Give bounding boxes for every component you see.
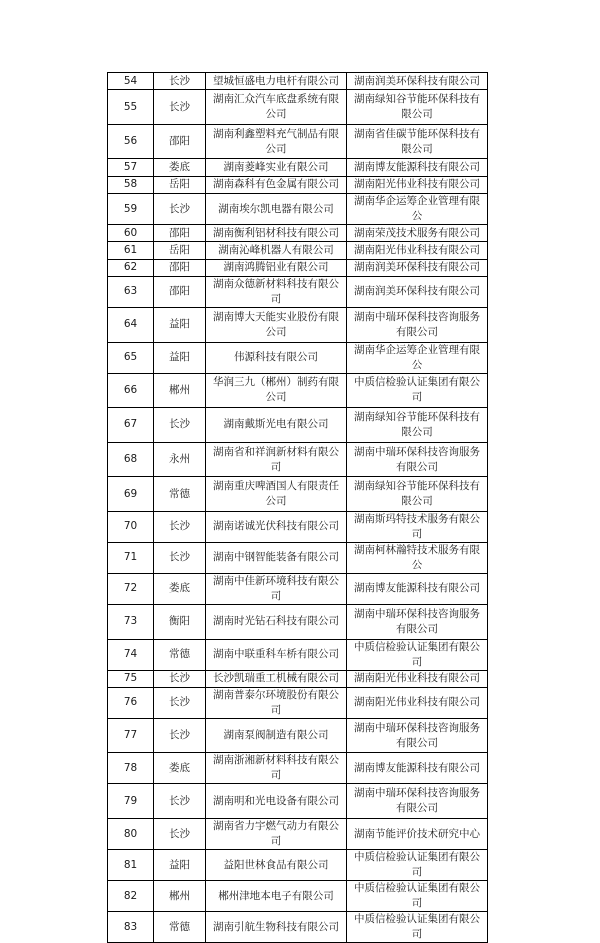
company-cell: 郴州津地本电子有限公司 (206, 881, 347, 912)
table-row (108, 670, 488, 687)
agency-cell: 湖南斯玛特技术服务有限公司 (347, 511, 488, 542)
company-cell: 湖南衡利铝材科技有限公司 (206, 225, 347, 242)
row-number-cell: 61 (108, 242, 154, 259)
row-number-cell: 80 (108, 819, 154, 850)
company-cell: 湖南中佳新环境科技有限公司 (206, 573, 347, 604)
city-cell: 常德 (154, 912, 206, 943)
row-number-cell: 62 (108, 259, 154, 276)
agency-cell: 湖南中瑞环保科技咨询服务有限公司 (347, 784, 488, 819)
city-cell: 娄底 (154, 573, 206, 604)
agency-cell: 湖南中瑞环保科技咨询服务有限公司 (347, 604, 488, 639)
company-cell: 湖南明和光电设备有限公司 (206, 784, 347, 819)
table-row (108, 753, 488, 784)
city-cell: 娄底 (154, 753, 206, 784)
row-number-cell: 75 (108, 670, 154, 687)
row-number-cell: 76 (108, 687, 154, 718)
table-row (108, 159, 488, 176)
table-row (108, 881, 488, 912)
city-cell: 郴州 (154, 373, 206, 408)
row-number-cell: 68 (108, 442, 154, 477)
company-cell: 伟源科技有限公司 (206, 342, 347, 373)
company-cell: 湖南重庆啤酒国人有限责任公司 (206, 477, 347, 512)
row-number-cell: 77 (108, 718, 154, 753)
row-number-cell: 58 (108, 176, 154, 193)
company-cell: 湖南省和祥润新材料有限公司 (206, 442, 347, 477)
table-row (108, 408, 488, 443)
city-cell: 长沙 (154, 718, 206, 753)
row-number-cell: 82 (108, 881, 154, 912)
table-row (108, 276, 488, 307)
agency-cell: 湖南阳光伟业科技有限公司 (347, 242, 488, 259)
row-number-cell: 74 (108, 639, 154, 670)
agency-cell: 湖南节能评价技术研究中心 (347, 819, 488, 850)
table-row (108, 442, 488, 477)
company-cell: 湖南引航生物科技有限公司 (206, 912, 347, 943)
enterprise-table (107, 72, 488, 943)
table-row (108, 819, 488, 850)
city-cell: 长沙 (154, 819, 206, 850)
row-number-cell: 78 (108, 753, 154, 784)
agency-cell: 湖南博友能源科技有限公司 (347, 159, 488, 176)
table-row (108, 307, 488, 342)
company-cell: 湖南普泰尔环境股份有限公司 (206, 687, 347, 718)
company-cell: 湖南博大天能实业股份有限公司 (206, 307, 347, 342)
agency-cell: 湖南中瑞环保科技咨询服务有限公司 (347, 307, 488, 342)
row-number-cell: 56 (108, 124, 154, 159)
city-cell: 邵阳 (154, 124, 206, 159)
table-row (108, 225, 488, 242)
row-number-cell: 57 (108, 159, 154, 176)
agency-cell: 湖南润美环保科技有限公司 (347, 276, 488, 307)
table-row (108, 639, 488, 670)
table-row (108, 90, 488, 125)
table-row (108, 259, 488, 276)
row-number-cell: 60 (108, 225, 154, 242)
row-number-cell: 81 (108, 850, 154, 881)
city-cell: 岳阳 (154, 242, 206, 259)
company-cell: 湖南森科有色金属有限公司 (206, 176, 347, 193)
agency-cell: 中质信检验认证集团有限公司 (347, 912, 488, 943)
city-cell: 长沙 (154, 194, 206, 225)
table-row (108, 194, 488, 225)
company-cell: 湖南中联重科车桥有限公司 (206, 639, 347, 670)
company-cell: 湖南沁峰机器人有限公司 (206, 242, 347, 259)
table-row (108, 124, 488, 159)
city-cell: 岳阳 (154, 176, 206, 193)
agency-cell: 湖南博友能源科技有限公司 (347, 573, 488, 604)
agency-cell: 湖南绿知谷节能环保科技有限公司 (347, 90, 488, 125)
table-row (108, 912, 488, 943)
city-cell: 益阳 (154, 307, 206, 342)
agency-cell: 湖南中瑞环保科技咨询服务有限公司 (347, 718, 488, 753)
agency-cell: 湖南润美环保科技有限公司 (347, 73, 488, 90)
agency-cell: 湖南博友能源科技有限公司 (347, 753, 488, 784)
city-cell: 娄底 (154, 159, 206, 176)
company-cell: 湖南众德新材料科技有限公司 (206, 276, 347, 307)
company-cell: 湖南汇众汽车底盘系统有限公司 (206, 90, 347, 125)
row-number-cell: 67 (108, 408, 154, 443)
row-number-cell: 55 (108, 90, 154, 125)
agency-cell: 湖南阳光伟业科技有限公司 (347, 176, 488, 193)
agency-cell: 湖南华企运筹企业管理有限公 (347, 342, 488, 373)
table-body (108, 73, 488, 943)
company-cell: 湖南诺诚光伏科技有限公司 (206, 511, 347, 542)
row-number-cell: 69 (108, 477, 154, 512)
row-number-cell: 79 (108, 784, 154, 819)
row-number-cell: 59 (108, 194, 154, 225)
company-cell: 望城恒盛电力电杆有限公司 (206, 73, 347, 90)
agency-cell: 湖南省佳碳节能环保科技有限公司 (347, 124, 488, 159)
row-number-cell: 54 (108, 73, 154, 90)
city-cell: 益阳 (154, 342, 206, 373)
table-row (108, 511, 488, 542)
city-cell: 永州 (154, 442, 206, 477)
company-cell: 湖南时光钻石科技有限公司 (206, 604, 347, 639)
table-row (108, 604, 488, 639)
agency-cell: 湖南绿知谷节能环保科技有限公司 (347, 408, 488, 443)
company-cell: 湖南泵阀制造有限公司 (206, 718, 347, 753)
table-row (108, 573, 488, 604)
company-cell: 湖南埃尔凯电器有限公司 (206, 194, 347, 225)
company-cell: 华润三九（郴州）制药有限公司 (206, 373, 347, 408)
city-cell: 长沙 (154, 73, 206, 90)
company-cell: 湖南戴斯光电有限公司 (206, 408, 347, 443)
table-row (108, 784, 488, 819)
company-cell: 长沙凯瑞重工机械有限公司 (206, 670, 347, 687)
table-row (108, 542, 488, 573)
city-cell: 长沙 (154, 784, 206, 819)
city-cell: 长沙 (154, 670, 206, 687)
row-number-cell: 71 (108, 542, 154, 573)
company-cell: 湖南省力宇燃气动力有限公司 (206, 819, 347, 850)
city-cell: 长沙 (154, 687, 206, 718)
city-cell: 常德 (154, 477, 206, 512)
city-cell: 常德 (154, 639, 206, 670)
agency-cell: 湖南阳光伟业科技有限公司 (347, 670, 488, 687)
table-row (108, 477, 488, 512)
row-number-cell: 63 (108, 276, 154, 307)
city-cell: 长沙 (154, 90, 206, 125)
row-number-cell: 73 (108, 604, 154, 639)
agency-cell: 湖南中瑞环保科技咨询服务有限公司 (347, 442, 488, 477)
row-number-cell: 72 (108, 573, 154, 604)
row-number-cell: 65 (108, 342, 154, 373)
agency-cell: 湖南荣茂技术服务有限公司 (347, 225, 488, 242)
row-number-cell: 70 (108, 511, 154, 542)
city-cell: 郴州 (154, 881, 206, 912)
table-row (108, 850, 488, 881)
city-cell: 长沙 (154, 408, 206, 443)
city-cell: 长沙 (154, 511, 206, 542)
company-cell: 湖南鸿腾铝业有限公司 (206, 259, 347, 276)
company-cell: 益阳世林食品有限公司 (206, 850, 347, 881)
table-row (108, 242, 488, 259)
row-number-cell: 64 (108, 307, 154, 342)
company-cell: 湖南浙湘新材料科技有限公司 (206, 753, 347, 784)
agency-cell: 湖南阳光伟业科技有限公司 (347, 687, 488, 718)
company-cell: 湖南利鑫塑料充气制品有限公司 (206, 124, 347, 159)
city-cell: 长沙 (154, 542, 206, 573)
table-row (108, 373, 488, 408)
row-number-cell: 83 (108, 912, 154, 943)
table-row (108, 687, 488, 718)
agency-cell: 中质信检验认证集团有限公司 (347, 850, 488, 881)
city-cell: 邵阳 (154, 276, 206, 307)
city-cell: 邵阳 (154, 225, 206, 242)
agency-cell: 中质信检验认证集团有限公司 (347, 373, 488, 408)
agency-cell: 湖南柯林瀚特技术服务有限公 (347, 542, 488, 573)
company-cell: 湖南中钢智能装备有限公司 (206, 542, 347, 573)
row-number-cell: 66 (108, 373, 154, 408)
company-cell: 湖南菱峰实业有限公司 (206, 159, 347, 176)
table-row (108, 73, 488, 90)
agency-cell: 中质信检验认证集团有限公司 (347, 881, 488, 912)
city-cell: 益阳 (154, 850, 206, 881)
agency-cell: 湖南绿知谷节能环保科技有限公司 (347, 477, 488, 512)
agency-cell: 中质信检验认证集团有限公司 (347, 639, 488, 670)
city-cell: 邵阳 (154, 259, 206, 276)
table-row (108, 718, 488, 753)
document-page (107, 72, 487, 943)
table-row (108, 342, 488, 373)
city-cell: 衡阳 (154, 604, 206, 639)
agency-cell: 湖南润美环保科技有限公司 (347, 259, 488, 276)
agency-cell: 湖南华企运筹企业管理有限公 (347, 194, 488, 225)
table-row (108, 176, 488, 193)
